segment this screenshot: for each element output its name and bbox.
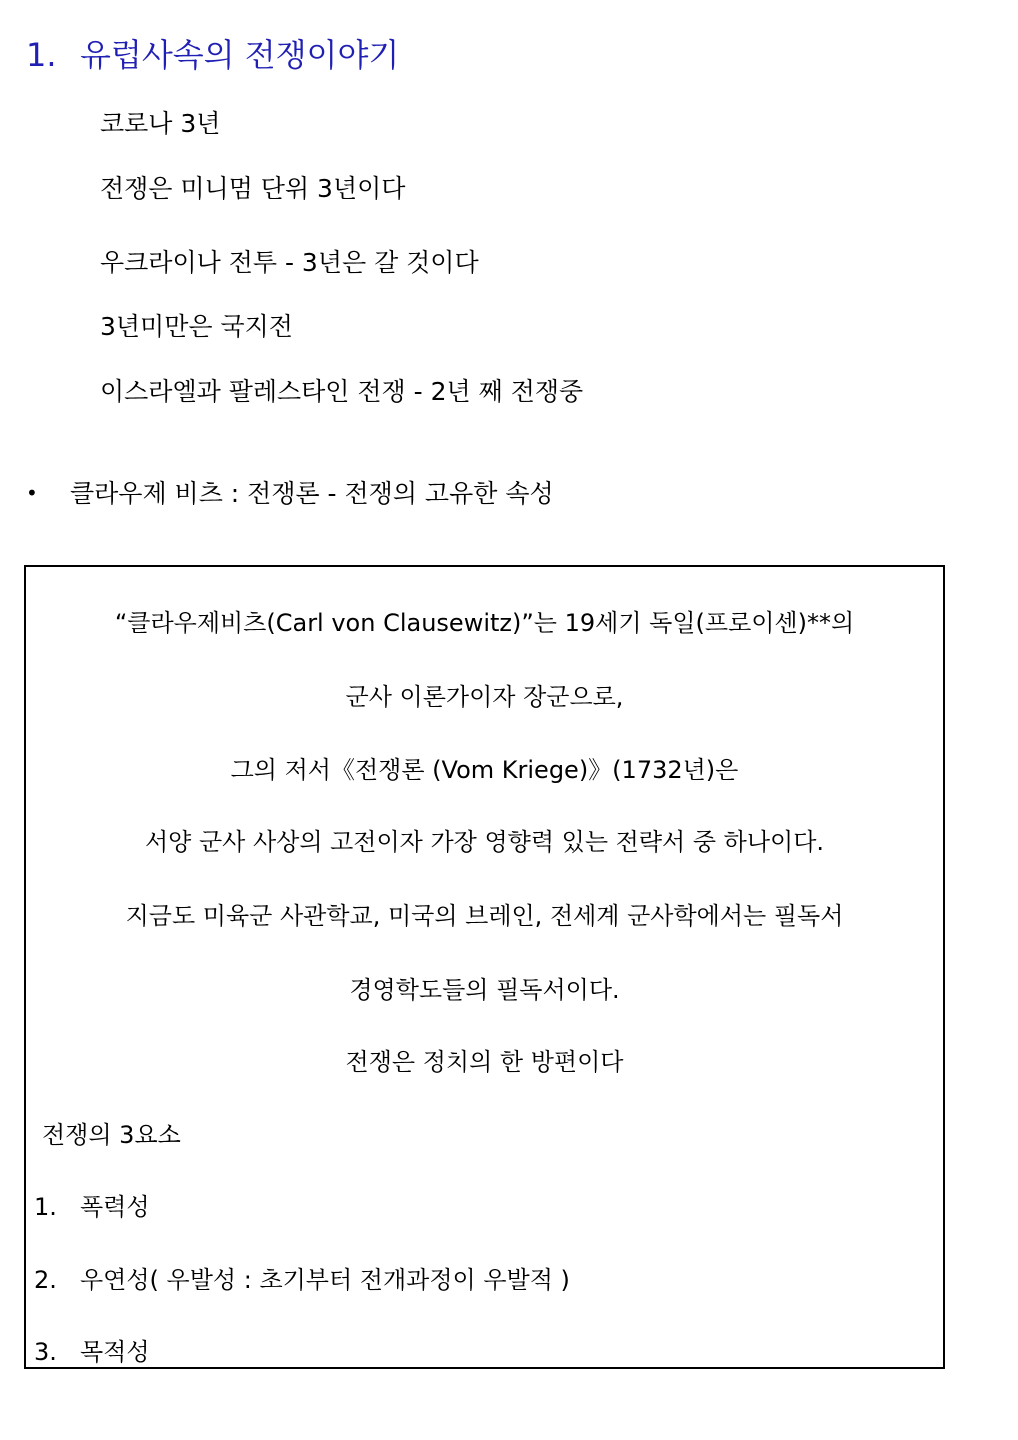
element-number: 3. (34, 1338, 57, 1366)
bullet-item (26, 474, 554, 510)
box-line: 군사 이론가이자 장군으로, (345, 683, 624, 711)
box-line: 전쟁은 정치의 한 방편이다 (345, 1048, 624, 1076)
section-heading (26, 30, 399, 76)
bullet-text: 클라우제 비츠 : 전쟁론 - 전쟁의 고유한 속성 (70, 479, 554, 508)
box-line: 경영학도들의 필독서이다. (349, 976, 620, 1004)
box-line: 그의 저서《전쟁론 (Vom Kriege)》(1732년)은 (230, 756, 739, 784)
intro-line: 우크라이나 전투 - 3년은 갈 것이다 (100, 248, 479, 277)
box-line: 지금도 미육군 사관학교, 미국의 브레인, 전세계 군사학에서는 필독서 (125, 902, 844, 930)
intro-line: 3년미만은 국지전 (100, 312, 293, 341)
element-number: 1. (34, 1193, 57, 1221)
intro-line: 코로나 3년 (100, 109, 221, 138)
element-text: 폭력성 (80, 1193, 150, 1221)
element-item (34, 1332, 150, 1367)
box-line: 서양 군사 사상의 고전이자 가장 영향력 있는 전략서 중 하나이다. (144, 828, 825, 856)
elements-title: 전쟁의 3요소 (42, 1121, 181, 1149)
element-text: 우연성( 우발성 : 초기부터 전개과정이 우발적 ) (80, 1266, 570, 1294)
clausewitz-info-box (24, 565, 945, 1369)
element-item (34, 1187, 150, 1222)
intro-line: 전쟁은 미니멈 단위 3년이다 (100, 174, 406, 203)
element-text: 목적성 (80, 1338, 150, 1366)
section-number: 1. (26, 36, 57, 74)
bullet-icon: • (26, 481, 38, 505)
intro-line: 이스라엘과 팔레스타인 전쟁 - 2년 째 전쟁중 (100, 377, 584, 406)
box-line: “클라우제비츠(Carl von Clausewitz)”는 19세기 독일(프로이센)**의 (114, 609, 855, 637)
element-item (34, 1260, 570, 1295)
section-title: 유럽사속의 전쟁이야기 (80, 36, 400, 74)
element-number: 2. (34, 1266, 57, 1294)
